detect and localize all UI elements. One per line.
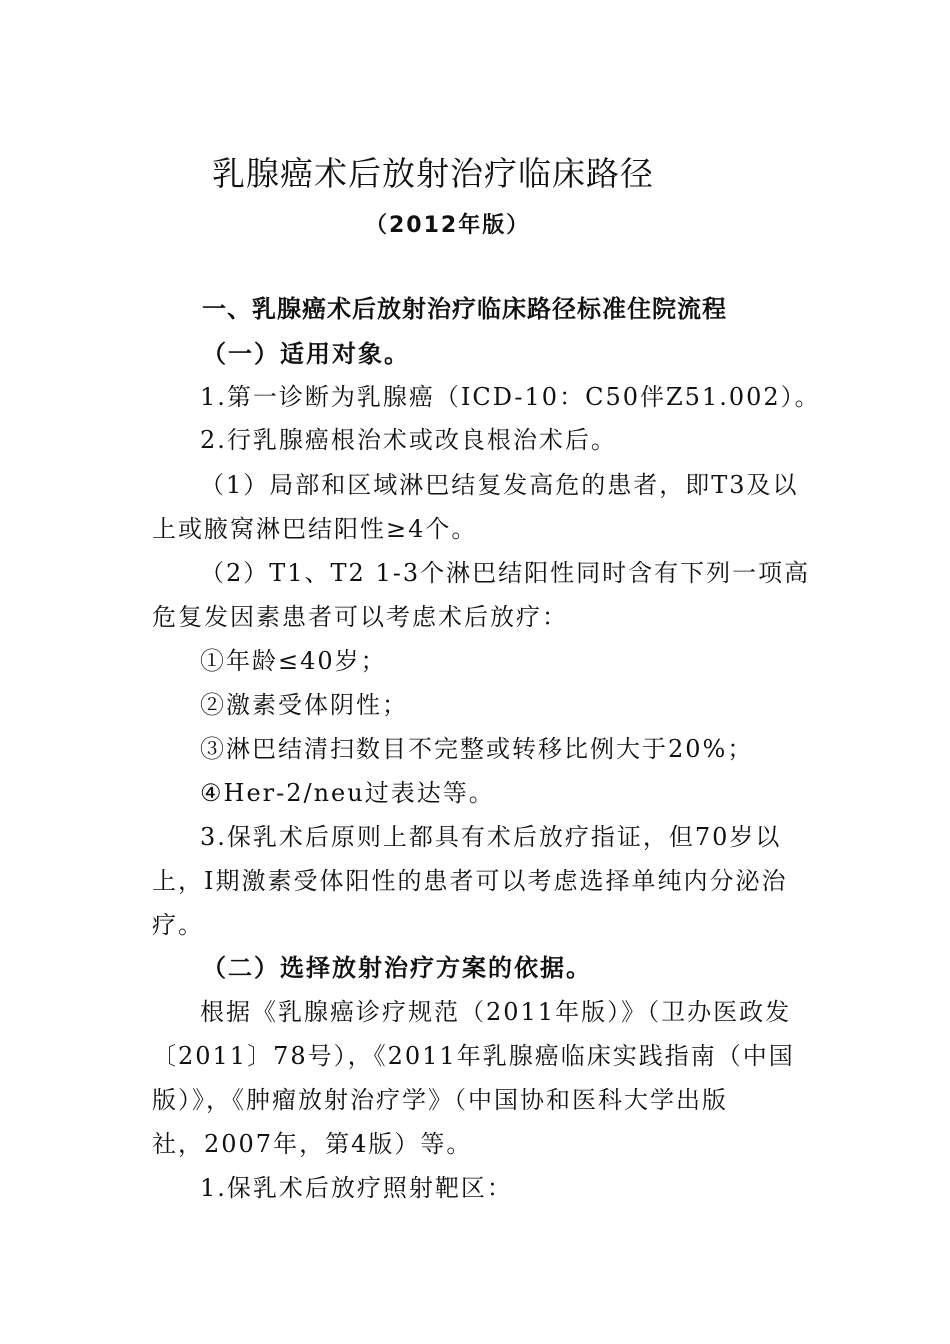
paragraph-line: ③淋巴结清扫数目不完整或转移比例大于20%；	[200, 735, 754, 763]
paragraph-line: ④Her-2/neu过表达等。	[200, 779, 495, 807]
paragraph-line: 上，Ⅰ期激素受体阳性的患者可以考虑选择单纯内分泌治	[152, 867, 788, 895]
paragraph-line: 疗。	[152, 911, 204, 939]
paragraph-line: 社，2007年，第4版）等。	[152, 1130, 473, 1158]
paragraph-line: 1.第一诊断为乳腺癌（ICD-10：C50伴Z51.002）。	[200, 383, 821, 411]
paragraph-line: （2）T1、T2 1-3个淋巴结阳性同时含有下列一项高	[200, 559, 811, 587]
paragraph-line: 危复发因素患者可以考虑术后放疗：	[152, 603, 568, 631]
paragraph-line: 2.行乳腺癌根治术或改良根治术后。	[200, 426, 617, 454]
paragraph-line: 1.保乳术后放疗照射靶区：	[200, 1174, 513, 1202]
paragraph-line: 上或腋窝淋巴结阳性≥4个。	[152, 515, 478, 543]
section-heading: 一、乳腺癌术后放射治疗临床路径标准住院流程	[202, 295, 727, 323]
document-title: 乳腺癌术后放射治疗临床路径	[212, 154, 654, 193]
document-subtitle: （2012年版）	[365, 213, 531, 238]
subsection-heading-1: （一）适用对象。	[202, 340, 410, 368]
paragraph-line: 〔2011〕78号），《2011年乳腺癌临床实践指南（中国	[152, 1042, 795, 1070]
subsection-heading-2: （二）选择放射治疗方案的依据。	[202, 954, 592, 982]
paragraph-line: （1）局部和区域淋巴结复发高危的患者，即T3及以	[200, 471, 799, 499]
paragraph-line: 3.保乳术后原则上都具有术后放疗指证，但70岁以	[200, 823, 782, 851]
paragraph-line: 版）》，《肿瘤放射治疗学》（中国协和医科大学出版	[152, 1086, 728, 1114]
paragraph-line: 根据《乳腺癌诊疗规范（2011年版）》（卫办医政发	[200, 998, 792, 1026]
paragraph-line: ①年龄≤40岁；	[200, 647, 387, 675]
paragraph-line: ②激素受体阴性；	[200, 691, 408, 719]
